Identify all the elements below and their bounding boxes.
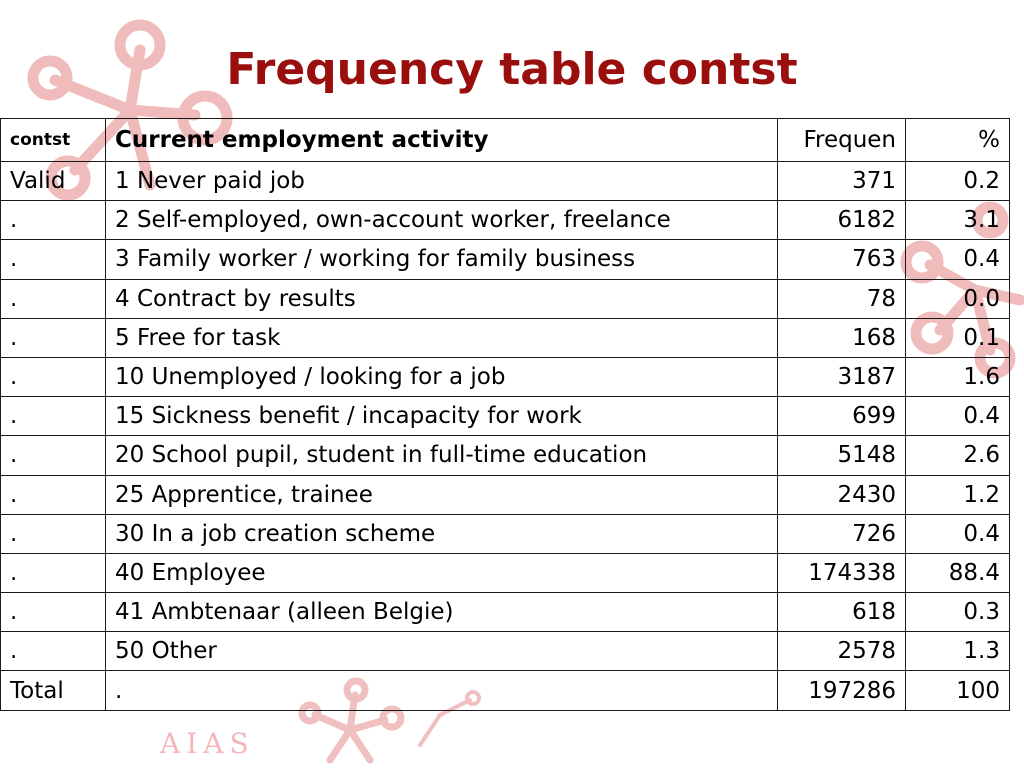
cell-label: Valid	[1, 162, 106, 201]
table-row	[1, 553, 1010, 592]
page-title: Frequency table contst	[226, 44, 798, 95]
cell-label: .	[1, 279, 106, 318]
cell-category: 41 Ambtenaar (alleen Belgie)	[106, 593, 778, 632]
cell-frequency: 168	[778, 318, 906, 357]
cell-frequency: 78	[778, 279, 906, 318]
table-row	[1, 475, 1010, 514]
cell-label: .	[1, 240, 106, 279]
cell-category: 15 Sickness benefit / incapacity for work	[106, 397, 778, 436]
header-frequency: Frequen	[778, 119, 906, 162]
cell-frequency: 6182	[778, 201, 906, 240]
cell-frequency: 5148	[778, 436, 906, 475]
cell-percent: 88.4	[906, 553, 1010, 592]
table-row	[1, 201, 1010, 240]
cell-label: .	[1, 357, 106, 396]
cell-category: 2 Self-employed, own-account worker, freelance	[106, 201, 778, 240]
cell-category: 20 School pupil, student in full-time education	[106, 436, 778, 475]
table-row-total	[1, 671, 1010, 710]
cell-frequency: 2578	[778, 632, 906, 671]
table-row	[1, 357, 1010, 396]
table-row	[1, 240, 1010, 279]
cell-category: 25 Apprentice, trainee	[106, 475, 778, 514]
cell-label: .	[1, 632, 106, 671]
table-row	[1, 162, 1010, 201]
table-row	[1, 436, 1010, 475]
cell-percent: 0.4	[906, 240, 1010, 279]
frequency-table	[0, 118, 1010, 711]
cell-category: 5 Free for task	[106, 318, 778, 357]
cell-frequency: 197286	[778, 671, 906, 710]
cell-label: .	[1, 553, 106, 592]
table-row	[1, 318, 1010, 357]
cell-frequency: 174338	[778, 553, 906, 592]
cell-percent: 0.4	[906, 397, 1010, 436]
header-activity: Current employment activity	[106, 119, 778, 162]
cell-category: 10 Unemployed / looking for a job	[106, 357, 778, 396]
cell-category: 50 Other	[106, 632, 778, 671]
cell-percent: 0.1	[906, 318, 1010, 357]
cell-category: .	[106, 671, 778, 710]
cell-percent: 3.1	[906, 201, 1010, 240]
cell-label: .	[1, 318, 106, 357]
cell-frequency: 763	[778, 240, 906, 279]
cell-label: .	[1, 397, 106, 436]
cell-percent: 100	[906, 671, 1010, 710]
cell-label: .	[1, 593, 106, 632]
table-row	[1, 514, 1010, 553]
cell-category: 3 Family worker / working for family business	[106, 240, 778, 279]
brand-logo-text: AIAS	[160, 727, 255, 760]
table-header-row	[1, 119, 1010, 162]
cell-frequency: 726	[778, 514, 906, 553]
cell-frequency: 371	[778, 162, 906, 201]
table-row	[1, 279, 1010, 318]
cell-frequency: 699	[778, 397, 906, 436]
cell-percent: 1.2	[906, 475, 1010, 514]
cell-percent: 2.6	[906, 436, 1010, 475]
cell-category: 1 Never paid job	[106, 162, 778, 201]
table-row	[1, 397, 1010, 436]
cell-percent: 1.3	[906, 632, 1010, 671]
cell-label: .	[1, 475, 106, 514]
header-contst: contst	[1, 119, 106, 162]
cell-percent: 0.0	[906, 279, 1010, 318]
cell-percent: 0.4	[906, 514, 1010, 553]
cell-category: 4 Contract by results	[106, 279, 778, 318]
cell-label: .	[1, 514, 106, 553]
cell-percent: 0.2	[906, 162, 1010, 201]
header-percent: %	[906, 119, 1010, 162]
cell-percent: 1.6	[906, 357, 1010, 396]
cell-frequency: 618	[778, 593, 906, 632]
cell-category: 40 Employee	[106, 553, 778, 592]
cell-frequency: 3187	[778, 357, 906, 396]
cell-label: .	[1, 436, 106, 475]
cell-frequency: 2430	[778, 475, 906, 514]
cell-category: 30 In a job creation scheme	[106, 514, 778, 553]
cell-percent: 0.3	[906, 593, 1010, 632]
cell-label: .	[1, 201, 106, 240]
table-row	[1, 593, 1010, 632]
cell-label: Total	[1, 671, 106, 710]
table-row	[1, 632, 1010, 671]
